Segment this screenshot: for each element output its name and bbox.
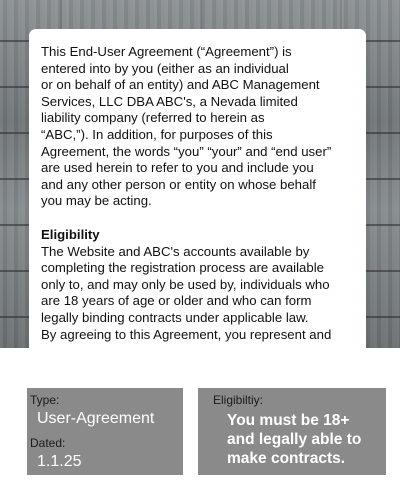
type-info-panel xyxy=(27,388,183,475)
eligibility-info-panel xyxy=(198,388,386,475)
eligibility-body-text: The Website and ABC's accounts available by completing the registration process are available only to, and may only be used by, individuals who are 18 years of age or older and who can form legally binding contracts under applicable law. By agreeing to this Agreement, you represent and xyxy=(41,243,332,342)
dated-label: Dated: xyxy=(30,436,66,450)
agreement-intro-text: This End-User Agreement (“Agreement”) is entered into by you (either as an individual or on behalf of an entity) and ABC Management Services, LLC DBA ABC's, a Nevada limited liability company (referred to herein as “ABC,”). In addition, for purposes of this Agreement, the words “you” “your” and “end user” are used herein to refer to you and include you and any other person or entity on whose behalf you may be acting. xyxy=(41,44,332,209)
type-label: Type: xyxy=(30,393,60,407)
type-value: User-Agreement xyxy=(37,410,155,427)
agreement-card[interactable] xyxy=(29,29,366,348)
dated-value: 1.1.25 xyxy=(37,453,82,470)
eligibility-label: Eligibiltiy: xyxy=(213,393,264,407)
eligibility-value: You must be 18+ and legally able to make contracts. xyxy=(227,412,362,467)
eligibility-heading: Eligibility xyxy=(41,226,100,242)
